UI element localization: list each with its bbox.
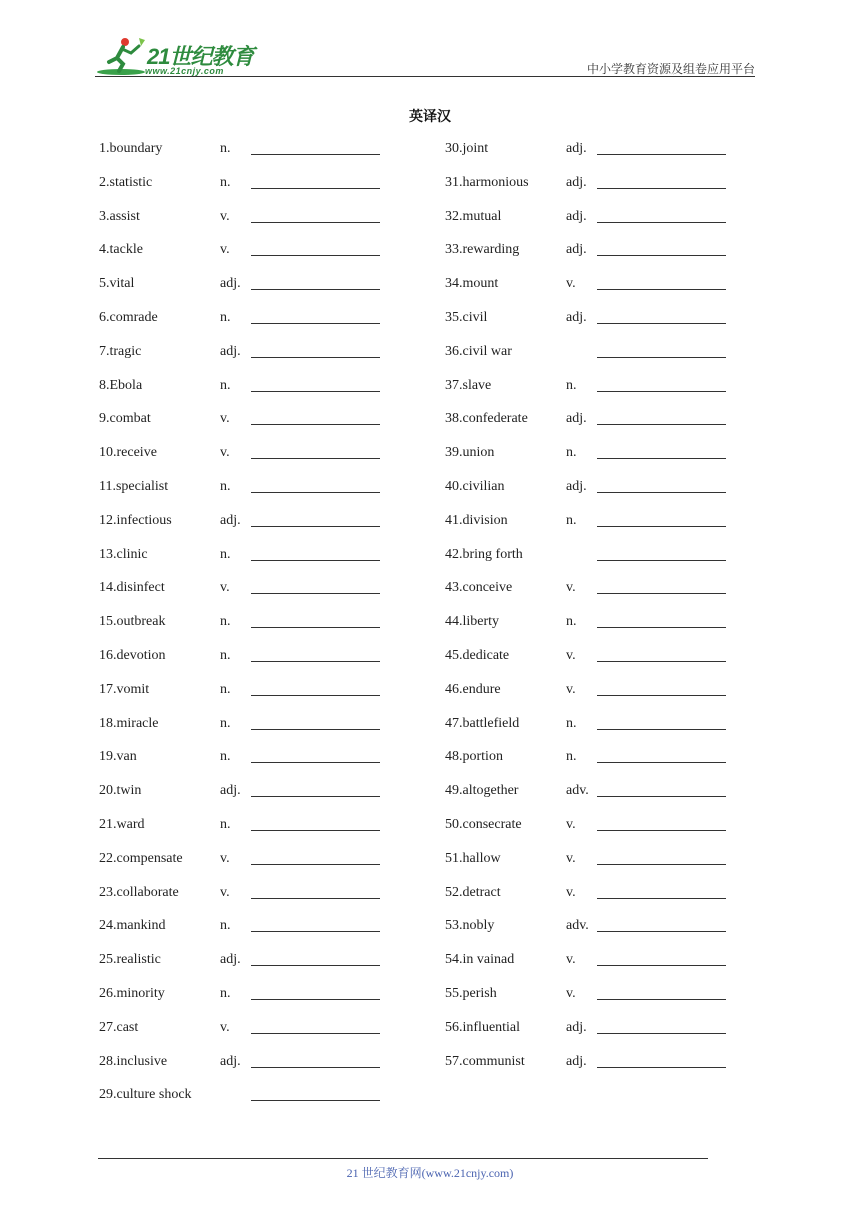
answer-blank[interactable] — [597, 323, 726, 324]
vocab-row — [99, 173, 384, 193]
vocab-word: 34.mount — [445, 276, 499, 292]
vocab-word: 3.assist — [99, 208, 140, 224]
vocab-word: 55.perish — [445, 986, 497, 1001]
vocab-word: 2.statistic — [99, 174, 153, 190]
answer-blank[interactable] — [251, 222, 380, 223]
vocab-row — [99, 477, 384, 497]
vocab-row — [445, 477, 730, 497]
page-header — [95, 30, 755, 78]
part-of-speech: n. — [220, 986, 231, 1001]
part-of-speech: adj. — [566, 208, 587, 224]
part-of-speech: adv. — [566, 918, 589, 934]
part-of-speech: adj. — [566, 479, 587, 494]
vocab-word: 19.van — [99, 749, 137, 765]
answer-blank[interactable] — [597, 458, 726, 459]
vocab-row — [445, 747, 730, 767]
vocab-row — [99, 747, 384, 767]
vocab-word: 25.realistic — [99, 952, 161, 968]
vocab-word: 50.consecrate — [445, 817, 522, 832]
part-of-speech: n. — [566, 614, 577, 630]
vocab-word: 27.cast — [99, 1019, 139, 1035]
part-of-speech: v. — [566, 681, 576, 697]
vocab-word: 44.liberty — [445, 614, 500, 630]
answer-blank[interactable] — [251, 762, 380, 763]
answer-blank[interactable] — [251, 830, 380, 831]
part-of-speech: n. — [220, 174, 231, 190]
part-of-speech: v. — [566, 817, 576, 832]
vocab-word: 14.disinfect — [99, 580, 165, 596]
vocab-row — [99, 511, 384, 531]
runner-flag-icon — [95, 34, 147, 78]
header-divider — [95, 76, 755, 77]
part-of-speech: adj. — [220, 343, 241, 359]
part-of-speech: n. — [220, 817, 231, 832]
part-of-speech: v. — [220, 884, 230, 900]
vocab-word: 40.civilian — [445, 479, 505, 494]
vocab-row — [99, 274, 384, 294]
vocab-row — [445, 714, 730, 734]
vocab-word: 15.outbreak — [99, 614, 166, 630]
answer-blank[interactable] — [597, 1033, 726, 1034]
answer-blank[interactable] — [251, 492, 380, 493]
answer-blank[interactable] — [251, 931, 380, 932]
answer-blank[interactable] — [251, 695, 380, 696]
vocab-row — [99, 849, 384, 869]
vocab-word: 21.ward — [99, 817, 145, 832]
answer-blank[interactable] — [597, 931, 726, 932]
answer-blank[interactable] — [597, 424, 726, 425]
answer-blank[interactable] — [597, 593, 726, 594]
part-of-speech: adj. — [566, 174, 587, 190]
footer-divider — [98, 1158, 708, 1159]
vocab-row — [445, 443, 730, 463]
answer-blank[interactable] — [251, 1067, 380, 1068]
answer-blank[interactable] — [597, 255, 726, 256]
vocab-row — [99, 578, 384, 598]
vocab-row — [445, 207, 730, 227]
answer-blank[interactable] — [251, 796, 380, 797]
vocab-row — [445, 376, 730, 396]
answer-blank[interactable] — [597, 289, 726, 290]
answer-blank[interactable] — [597, 1067, 726, 1068]
vocab-row — [445, 173, 730, 193]
vocab-word: 8.Ebola — [99, 377, 143, 393]
vocab-row — [445, 342, 730, 362]
part-of-speech: n. — [566, 749, 577, 765]
vocab-word: 36.civil war — [445, 343, 512, 359]
vocab-row — [445, 511, 730, 531]
part-of-speech: n. — [566, 512, 577, 528]
part-of-speech: n. — [220, 310, 231, 325]
answer-blank[interactable] — [251, 154, 380, 155]
vocab-word: 43.conceive — [445, 580, 513, 596]
part-of-speech: adj. — [566, 141, 587, 156]
vocab-row — [99, 612, 384, 632]
vocab-word: 53.nobly — [445, 918, 495, 934]
vocab-word: 37.slave — [445, 377, 492, 393]
vocab-word: 46.endure — [445, 681, 501, 697]
answer-blank[interactable] — [251, 593, 380, 594]
vocab-row — [445, 545, 730, 565]
vocab-row — [445, 139, 730, 159]
part-of-speech: n. — [220, 681, 231, 697]
vocab-row — [445, 781, 730, 801]
vocab-row — [99, 714, 384, 734]
vocab-word: 10.receive — [99, 445, 157, 461]
part-of-speech: adj. — [566, 242, 587, 258]
answer-blank[interactable] — [251, 661, 380, 662]
platform-name: 中小学教育资源及组卷应用平台 — [586, 62, 755, 76]
answer-blank[interactable] — [597, 627, 726, 628]
part-of-speech: n. — [220, 377, 231, 393]
vocab-word: 12.infectious — [99, 512, 172, 528]
answer-blank[interactable] — [251, 289, 380, 290]
vocab-word: 5.vital — [99, 276, 135, 292]
vocab-word: 54.in vainad — [445, 952, 515, 968]
answer-blank[interactable] — [597, 188, 726, 189]
part-of-speech: adj. — [220, 512, 241, 528]
vocab-word: 4.tackle — [99, 242, 143, 258]
part-of-speech: v. — [566, 276, 576, 292]
vocab-word: 32.mutual — [445, 208, 502, 224]
part-of-speech: adj. — [566, 1019, 587, 1035]
vocab-word: 47.battlefield — [445, 715, 520, 731]
vocab-word: 23.collaborate — [99, 884, 179, 900]
part-of-speech: adj. — [220, 276, 241, 292]
vocab-word: 17.vomit — [99, 681, 150, 697]
vocab-row — [445, 883, 730, 903]
vocab-row — [445, 984, 730, 1004]
answer-blank[interactable] — [251, 424, 380, 425]
vocab-row — [99, 916, 384, 936]
part-of-speech: n. — [220, 614, 231, 630]
vocab-word: 6.comrade — [99, 310, 158, 325]
vocab-row — [99, 139, 384, 159]
answer-blank[interactable] — [251, 188, 380, 189]
answer-blank[interactable] — [251, 864, 380, 865]
part-of-speech: n. — [220, 141, 231, 156]
vocab-word: 49.altogether — [445, 783, 519, 799]
part-of-speech: v. — [220, 850, 230, 866]
vocab-row — [99, 1052, 384, 1072]
vocab-word: 33.rewarding — [445, 242, 520, 258]
answer-blank[interactable] — [597, 864, 726, 865]
vocab-word: 30.joint — [445, 141, 489, 156]
vocab-word: 38.confederate — [445, 411, 528, 427]
vocab-row — [445, 849, 730, 869]
vocab-word: 51.hallow — [445, 850, 501, 866]
answer-blank[interactable] — [251, 323, 380, 324]
answer-blank[interactable] — [597, 222, 726, 223]
vocab-word: 41.division — [445, 512, 508, 528]
part-of-speech: v. — [566, 986, 576, 1001]
part-of-speech: v. — [220, 580, 230, 596]
vocab-row — [99, 781, 384, 801]
vocab-word: 20.twin — [99, 783, 142, 799]
vocab-row — [99, 308, 384, 328]
vocab-row — [445, 916, 730, 936]
vocab-row — [445, 240, 730, 260]
vocab-row — [445, 1052, 730, 1072]
answer-blank[interactable] — [251, 560, 380, 561]
vocab-row — [445, 409, 730, 429]
vocab-word: 45.dedicate — [445, 648, 510, 663]
part-of-speech: v. — [220, 445, 230, 461]
answer-blank[interactable] — [597, 762, 726, 763]
vocab-word: 48.portion — [445, 749, 503, 765]
vocab-word: 31.harmonious — [445, 174, 529, 190]
logo-url: www.21cnjy.com — [145, 66, 224, 76]
answer-blank[interactable] — [597, 729, 726, 730]
vocab-row — [99, 376, 384, 396]
part-of-speech: v. — [566, 648, 576, 663]
answer-blank[interactable] — [597, 898, 726, 899]
answer-blank[interactable] — [251, 898, 380, 899]
answer-blank[interactable] — [597, 796, 726, 797]
answer-blank[interactable] — [251, 1033, 380, 1034]
part-of-speech: adj. — [220, 952, 241, 968]
part-of-speech: adj. — [566, 310, 587, 325]
vocab-row — [99, 950, 384, 970]
vocab-word: 52.detract — [445, 884, 501, 900]
answer-blank[interactable] — [251, 357, 380, 358]
answer-blank[interactable] — [597, 560, 726, 561]
part-of-speech: n. — [220, 546, 231, 562]
footer-link[interactable]: 21 世纪教育网(www.21cnjy.com) — [346, 1166, 514, 1180]
vocab-word: 29.culture shock — [99, 1087, 192, 1103]
vocab-row — [99, 342, 384, 362]
part-of-speech: n. — [220, 715, 231, 731]
vocab-row — [99, 883, 384, 903]
answer-blank[interactable] — [251, 391, 380, 392]
part-of-speech: adj. — [220, 1053, 241, 1069]
part-of-speech: adj. — [220, 783, 241, 799]
vocab-word: 39.union — [445, 445, 495, 461]
part-of-speech: v. — [220, 411, 230, 427]
answer-blank[interactable] — [251, 255, 380, 256]
part-of-speech: n. — [220, 749, 231, 765]
vocab-row — [445, 578, 730, 598]
vocab-row — [99, 680, 384, 700]
vocab-row — [445, 950, 730, 970]
vocab-row — [445, 308, 730, 328]
part-of-speech: v. — [220, 242, 230, 258]
part-of-speech: adj. — [566, 411, 587, 427]
vocab-word: 16.devotion — [99, 648, 166, 663]
logo-text: 21世纪教育 — [147, 44, 254, 69]
answer-blank[interactable] — [597, 154, 726, 155]
vocab-row — [99, 240, 384, 260]
vocab-row — [99, 409, 384, 429]
vocab-word: 57.communist — [445, 1053, 525, 1069]
vocab-word: 11.specialist — [99, 479, 169, 494]
vocab-row — [99, 1018, 384, 1038]
answer-blank[interactable] — [251, 999, 380, 1000]
answer-blank[interactable] — [597, 492, 726, 493]
vocab-word: 26.minority — [99, 986, 165, 1001]
vocab-row — [445, 646, 730, 666]
vocab-row — [99, 984, 384, 1004]
answer-blank[interactable] — [251, 729, 380, 730]
answer-blank[interactable] — [597, 830, 726, 831]
answer-blank[interactable] — [597, 526, 726, 527]
vocab-word: 42.bring forth — [445, 546, 523, 562]
vocab-row — [99, 443, 384, 463]
part-of-speech: v. — [566, 884, 576, 900]
answer-blank[interactable] — [251, 1100, 380, 1101]
vocab-word: 22.compensate — [99, 850, 183, 866]
answer-blank[interactable] — [251, 458, 380, 459]
part-of-speech: adv. — [566, 783, 589, 799]
part-of-speech: v. — [566, 850, 576, 866]
part-of-speech: adj. — [566, 1053, 587, 1069]
vocab-row — [99, 815, 384, 835]
part-of-speech: v. — [220, 208, 230, 224]
answer-blank[interactable] — [597, 661, 726, 662]
answer-blank[interactable] — [597, 999, 726, 1000]
part-of-speech: n. — [220, 479, 231, 494]
answer-blank[interactable] — [251, 526, 380, 527]
part-of-speech: v. — [566, 952, 576, 968]
vocab-row — [445, 680, 730, 700]
page-title: 英译汉 — [409, 109, 451, 125]
vocab-word: 24.mankind — [99, 918, 166, 934]
part-of-speech: v. — [566, 580, 576, 596]
part-of-speech: n. — [220, 918, 231, 934]
vocab-word: 13.clinic — [99, 546, 148, 562]
answer-blank[interactable] — [597, 391, 726, 392]
vocab-row — [99, 207, 384, 227]
vocab-word: 35.civil — [445, 310, 488, 325]
answer-blank[interactable] — [597, 695, 726, 696]
vocab-row — [99, 1085, 384, 1105]
vocab-row — [445, 1018, 730, 1038]
vocab-row — [99, 545, 384, 565]
vocab-row — [445, 612, 730, 632]
vocab-word: 1.boundary — [99, 141, 163, 156]
vocab-word: 56.influential — [445, 1019, 521, 1035]
vocab-word: 9.combat — [99, 411, 151, 427]
answer-blank[interactable] — [597, 357, 726, 358]
vocab-row — [445, 274, 730, 294]
answer-blank[interactable] — [251, 627, 380, 628]
part-of-speech: n. — [220, 648, 231, 663]
part-of-speech: v. — [220, 1019, 230, 1035]
vocab-row — [99, 646, 384, 666]
vocab-word: 7.tragic — [99, 343, 142, 359]
vocab-word: 18.miracle — [99, 715, 159, 731]
answer-blank[interactable] — [597, 965, 726, 966]
vocab-word: 28.inclusive — [99, 1053, 168, 1069]
part-of-speech: n. — [566, 715, 577, 731]
part-of-speech: n. — [566, 377, 577, 393]
answer-blank[interactable] — [251, 965, 380, 966]
part-of-speech: n. — [566, 445, 577, 461]
site-logo[interactable] — [95, 34, 265, 78]
vocab-row — [445, 815, 730, 835]
